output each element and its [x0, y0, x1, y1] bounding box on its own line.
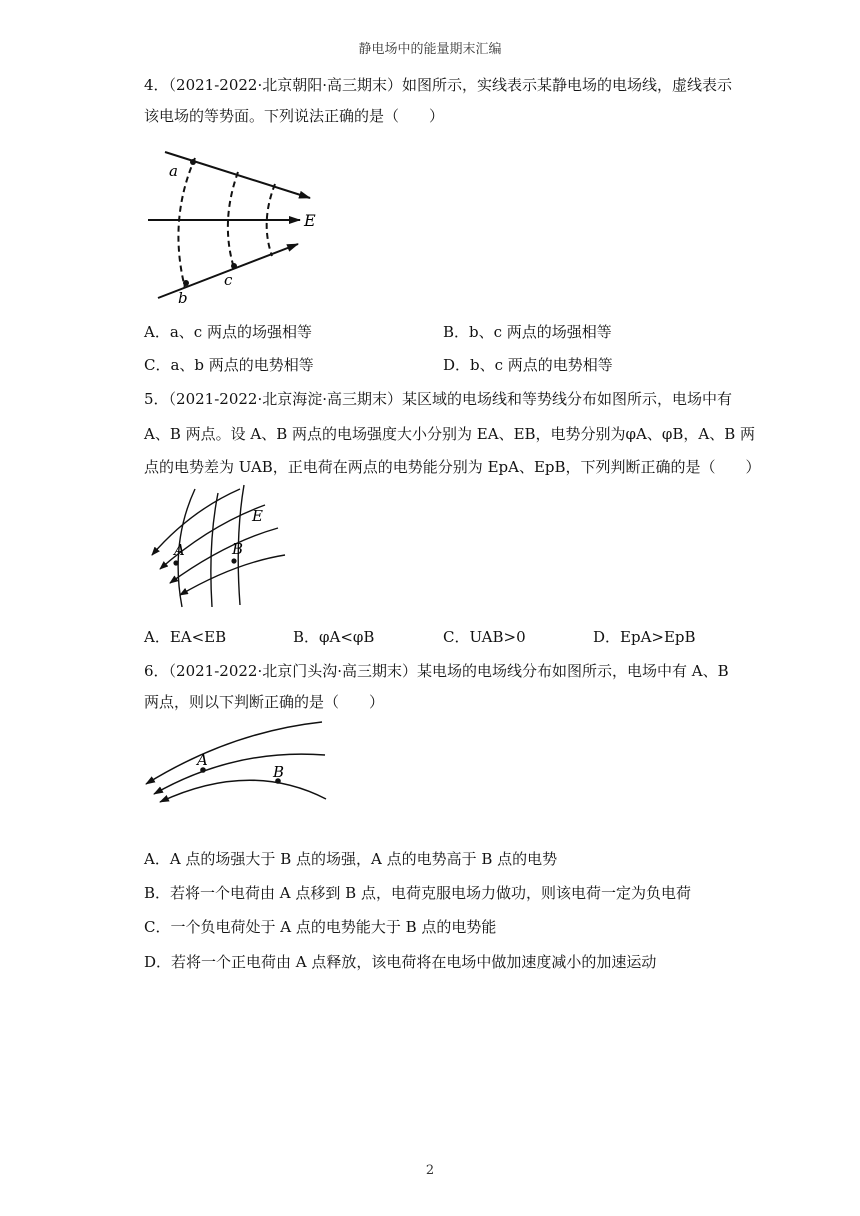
q5-option-c: C．UAB>0 [443, 628, 526, 646]
q6-option-d: D．若将一个正电荷由 A 点释放，该电荷将在电场中做加速度减小的加速运动 [144, 953, 657, 971]
q5-option-a: A．EA<EB [144, 628, 227, 646]
q4-equipotential-1 [178, 158, 195, 288]
q4-figure [140, 140, 330, 310]
q4-label-E: E [304, 211, 316, 230]
q5-stem-line1: 5．（2021-2022·北京海淀·高三期末）某区域的电场线和等势线分布如图所示，电场中有 [144, 390, 732, 408]
q4-point-a [190, 159, 196, 165]
q5-option-d: D．EpA>EpB [593, 628, 696, 646]
q4-option-c: C．a、b 两点的电势相等 [144, 356, 314, 374]
q5-option-b: B．φA<φB [293, 628, 375, 646]
q6-field-line-3 [160, 780, 326, 802]
q4-label-b: b [178, 289, 188, 307]
q5-label-E: E [252, 507, 263, 525]
q6-option-c: C．一个负电荷处于 A 点的电势能大于 B 点的电势能 [144, 918, 497, 936]
q6-option-a: A．A 点的场强大于 B 点的场强，A 点的电势高于 B 点的电势 [144, 850, 558, 868]
q5-field-line-3 [170, 528, 278, 583]
q5-point-B [231, 558, 236, 563]
q4-label-a: a [169, 162, 178, 180]
q4-option-a: A．a、c 两点的场强相等 [144, 323, 312, 341]
q5-label-A: A [174, 541, 185, 559]
q6-label-A: A [197, 751, 208, 769]
q6-field-line-1 [146, 722, 322, 784]
q5-stem-line3: 点的电势差为 UAB，正电荷在两点的电势能分别为 EpA、EpB，下列判断正确的是（ ） [144, 458, 761, 476]
q4-stem-line1: 4．（2021-2022·北京朝阳·高三期末）如图所示，实线表示某静电场的电场线，虚线表示 [144, 76, 732, 94]
page-number: 2 [425, 1163, 435, 1178]
q5-equipotential-2 [211, 493, 218, 607]
page-header: 静电场中的能量期末汇编 [358, 42, 502, 57]
q6-option-b: B．若将一个电荷由 A 点移到 B 点，电荷克服电场力做功，则该电荷一定为负电荷 [144, 884, 691, 902]
q5-figure [140, 483, 290, 613]
q5-point-A [173, 560, 178, 565]
q6-stem-line2: 两点，则以下判断正确的是（ ） [144, 693, 385, 711]
q4-stem-line2: 该电场的等势面。下列说法正确的是（ ） [144, 107, 445, 125]
q4-label-c: c [224, 271, 233, 289]
q4-point-b [183, 280, 189, 286]
q6-stem-line1: 6．（2021-2022·北京门头沟·高三期末）某电场的电场线分布如图所示，电场中有 A、B [144, 662, 729, 680]
q5-label-B: B [232, 540, 244, 558]
q4-point-c [231, 263, 237, 269]
q6-label-B: B [273, 763, 285, 781]
q6-figure [140, 720, 335, 810]
q4-option-d: D．b、c 两点的电势相等 [443, 356, 613, 374]
q5-stem-line2: A、B 两点。设 A、B 两点的电场强度大小分别为 EA、EB，电势分别为φA、φB，A、B 两 [144, 425, 756, 443]
q4-option-b: B．b、c 两点的场强相等 [443, 323, 612, 341]
